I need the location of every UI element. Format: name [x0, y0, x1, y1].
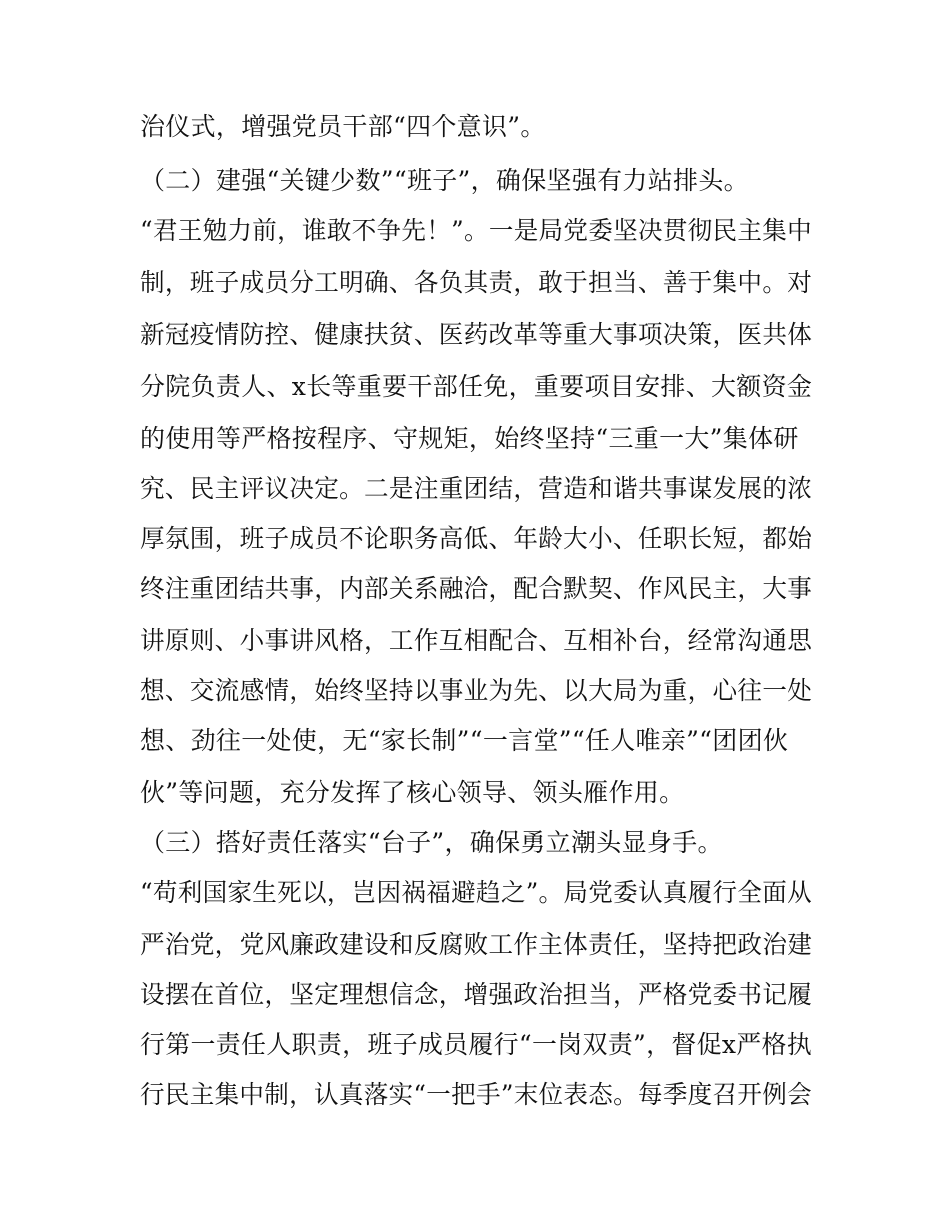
text-line: 想、交流感情，始终坚持以事业为先、以大局为重，心往一处	[140, 676, 813, 705]
text-line: 制，班子成员分工明确、各负其责，敢于担当、善于集中。对	[140, 268, 813, 297]
text-line: 究、民主评议决定。二是注重团结，营造和谐共事谋发展的浓	[140, 474, 813, 503]
text-line: 分院负责人、x长等重要干部任免，重要项目安排、大额资金	[140, 372, 813, 401]
text-line: 新冠疫情防控、健康扶贫、医药改革等重大事项决策，医共体	[140, 320, 813, 349]
text-line: “君王勉力前，谁敢不争先！”。一是局党委坚决贯彻民主集中	[140, 216, 812, 245]
text-line: “苟利国家生死以，岂因祸福避趋之”。局党委认真履行全面从	[140, 878, 812, 907]
text-line: 治仪式，增强党员干部“四个意识”。	[140, 112, 546, 141]
section-heading: （三）搭好责任落实“台子”，确保勇立潮头显身手。	[140, 828, 723, 857]
text-line: 厚氛围，班子成员不论职务高低、年龄大小、任职长短，都始	[140, 524, 813, 553]
text-line: 讲原则、小事讲风格，工作互相配合、互相补台，经常沟通思	[140, 626, 813, 655]
text-line: 行民主集中制，认真落实“一把手”末位表态。每季度召开例会	[140, 1080, 812, 1109]
text-line: 的使用等严格按程序、守规矩，始终坚持“三重一大”集体研	[140, 424, 799, 453]
text-line: 行第一责任人职责，班子成员履行“一岗双责”，督促x严格执	[140, 1030, 813, 1059]
text-line: 想、劲往一处使，无“家长制”“一言堂”“任人唯亲”“团团伙	[140, 726, 789, 755]
text-line: 设摆在首位，坚定理想信念，增强政治担当，严格党委书记履	[140, 980, 813, 1009]
section-heading: （二）建强“关键少数”“班子”，确保坚强有力站排头。	[140, 166, 749, 195]
text-line: 伙”等问题，充分发挥了核心领导、领头雁作用。	[140, 778, 685, 807]
text-line: 严治党，党风廉政建设和反腐败工作主体责任，坚持把政治建	[140, 930, 813, 959]
text-line: 终注重团结共事，内部关系融洽，配合默契、作风民主，大事	[140, 574, 813, 603]
